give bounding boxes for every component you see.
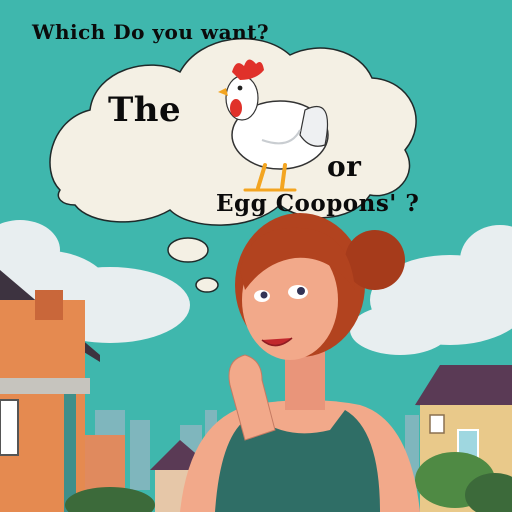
the-text: The [108,90,182,130]
or-text: or [327,150,362,183]
egg-coupons-text: Egg Coopons' ? [216,190,420,217]
question-text: Which Do you want? [32,20,270,44]
